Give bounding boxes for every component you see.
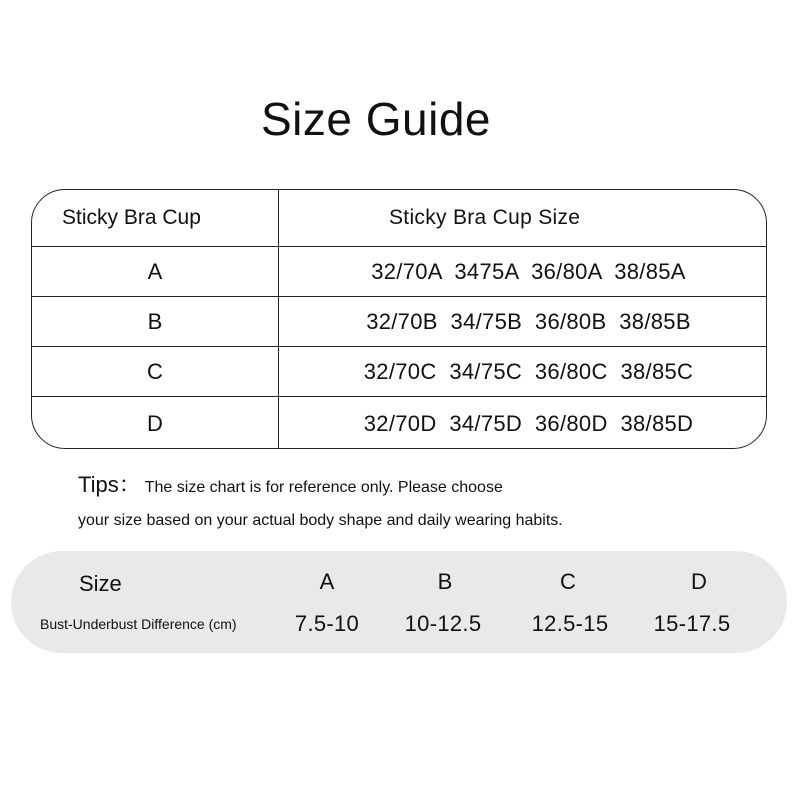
cup-cell: D — [32, 397, 279, 449]
sizes-cell: 32/70B 34/75B 36/80B 38/85B — [366, 309, 691, 334]
page-title: Size Guide — [260, 93, 491, 145]
sizes-cell: 32/70A 3475A 36/80A 38/85A — [371, 259, 686, 284]
cup-header-c: C — [560, 569, 576, 594]
table-row — [32, 296, 766, 347]
range-a: 7.5-10 — [294, 611, 360, 636]
sizes-cell: 32/70D 34/75D 36/80D 38/85D — [363, 411, 694, 436]
table-row — [32, 246, 766, 297]
size-row-label: Size — [79, 571, 122, 596]
header-cup-size: Sticky Bra Cup Size — [389, 206, 581, 229]
cup-cell: A — [32, 247, 279, 297]
difference-panel — [11, 551, 787, 653]
cup-cell: C — [32, 347, 279, 397]
table-row — [32, 396, 766, 449]
size-table — [31, 189, 767, 449]
tips-text-line2: your size based on your actual body shape and daily wearing habits. — [78, 512, 563, 529]
cup-cell: B — [32, 297, 279, 347]
cup-header-b: B — [437, 569, 453, 594]
cup-header-d: D — [691, 569, 707, 594]
table-row — [32, 346, 766, 397]
range-b: 10-12.5 — [404, 611, 482, 636]
range-d: 15-17.5 — [653, 611, 731, 636]
difference-row-label: Bust-Underbust Difference (cm) — [40, 616, 237, 632]
tips-label: Tips： — [78, 472, 141, 497]
header-cup: Sticky Bra Cup — [32, 190, 279, 246]
range-c: 12.5-15 — [531, 611, 609, 636]
tips-section — [78, 468, 758, 530]
tips-text-line1: The size chart is for reference only. Please choose — [144, 479, 503, 496]
sizes-cell: 32/70C 34/75C 36/80C 38/85C — [363, 359, 694, 384]
cup-header-a: A — [319, 569, 335, 594]
table-header-row — [32, 190, 766, 246]
